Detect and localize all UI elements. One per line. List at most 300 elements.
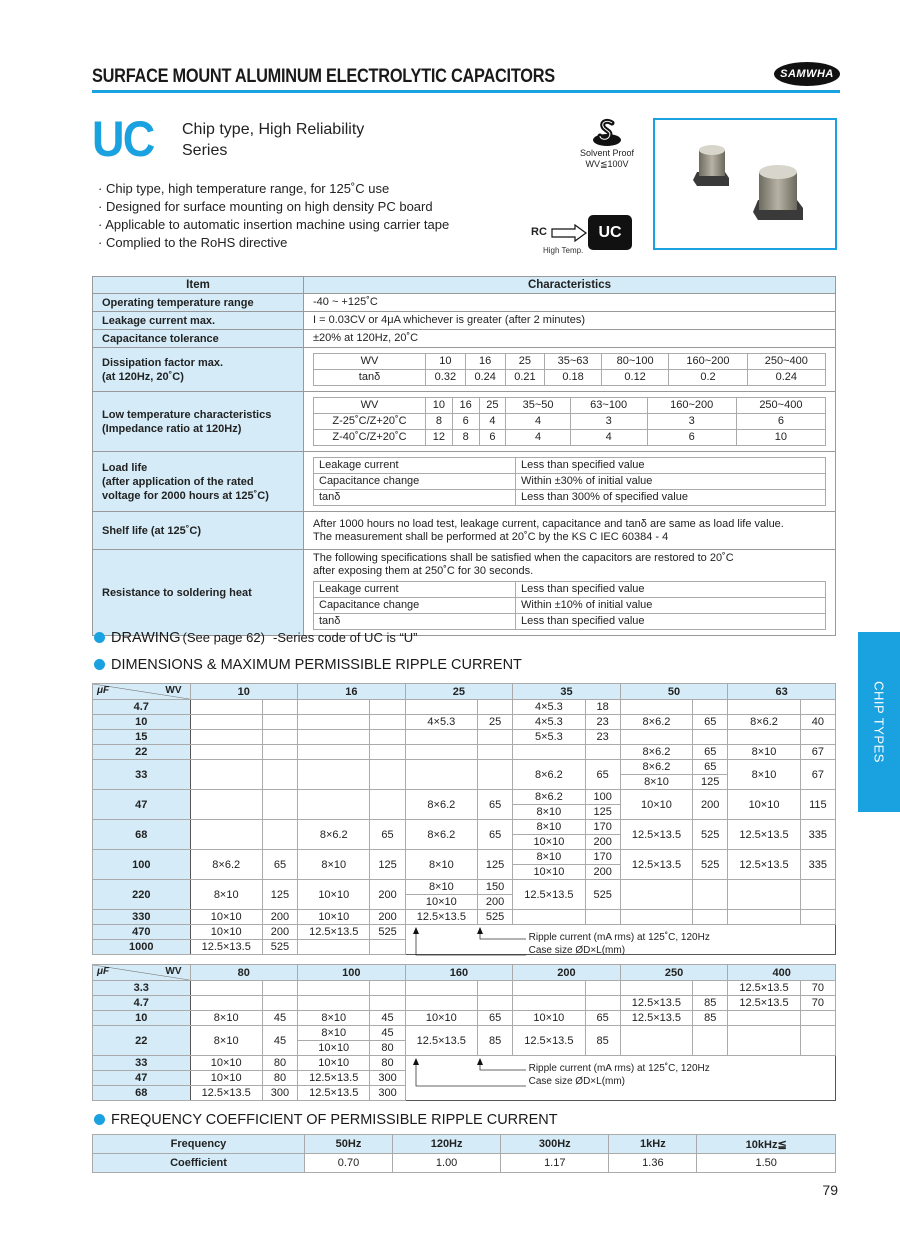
case-size-cell [728,1026,800,1056]
wv-header: 25 [405,684,513,700]
table-row [93,981,836,996]
coefficient-cell: 1.00 [393,1154,501,1173]
low-temp-cell: 4 [506,414,570,430]
wv-header: 80 [190,965,298,981]
low-temp-header-cell: 16 [452,398,479,414]
case-size-cell: 12.5×13.5 [298,1086,370,1101]
capacitance-cell: 10 [93,1011,191,1026]
case-size-cell: 12.5×13.5 [513,1026,585,1056]
table-row [93,850,836,865]
empty-cell [693,910,728,925]
criterion-value: Less than 300% of specified value [516,490,826,506]
case-size-cell: 8×6.2 [620,760,692,775]
case-size-cell: 8×10 [298,1011,370,1026]
empty-cell [370,940,405,955]
dissipation-cell: 0.24 [747,370,825,386]
ripple-current-cell [370,760,405,790]
series-flow [531,215,636,255]
flow-caption: High Temp. [543,246,584,255]
shelf-life-line: The measurement shall be performed at 20˚C by the KS C IEC 60384 - 4 [313,530,669,543]
ripple-current-cell: 80 [370,1056,405,1071]
corner-cell [93,965,191,981]
ripple-current-cell: 70 [800,981,835,996]
wv-header: 100 [298,965,406,981]
dimensions-heading [94,657,522,673]
wv-header: 50 [620,684,728,700]
solvent-proof-label: Solvent Proof [579,148,635,158]
soldering-table [313,581,826,630]
capacitance-cell: 4.7 [93,996,191,1011]
empty-cell [513,981,585,996]
case-size-cell [298,760,370,790]
table-row [93,730,836,745]
ripple-current-cell: 300 [262,1086,297,1101]
ripple-current-cell [262,760,297,790]
series-title-line2: Series [182,142,228,159]
ripple-current-cell: 200 [693,790,728,820]
low-temp-cell: 6 [452,414,479,430]
empty-cell [728,910,800,925]
ripple-current-cell: 125 [693,775,728,790]
ripple-current-cell: 65 [478,790,513,820]
empty-cell [477,981,512,996]
chip-types-tab[interactable] [858,632,900,812]
capacitance-cell: 68 [93,820,191,850]
ripple-current-cell: 200 [370,880,405,910]
case-size-cell: 10×10 [620,790,692,820]
case-size-cell [405,760,477,790]
spec-value [304,348,836,392]
case-size-cell: 10×10 [190,1071,262,1086]
empty-cell [370,700,405,715]
ripple-current-cell [800,880,835,910]
empty-cell [693,700,728,715]
dissipation-cell: 0.24 [465,370,505,386]
case-size-cell: 8×6.2 [620,745,692,760]
case-size-cell: 10×10 [190,1056,262,1071]
empty-cell [620,910,692,925]
wv-header: 16 [298,684,406,700]
case-size-cell: 12.5×13.5 [190,1086,262,1101]
capacitance-cell: 10 [93,715,191,730]
dimensions-table-1 [92,683,836,955]
empty-cell [800,700,835,715]
case-size-cell: 12.5×13.5 [298,1071,370,1086]
coefficient-cell: 1.50 [697,1154,836,1173]
drawing-page-ref[interactable]: (See page 62) [182,630,265,645]
ripple-current-cell [693,880,728,910]
ripple-current-cell: 65 [585,1011,620,1026]
spec-row [93,512,836,550]
capacitance-cell: 22 [93,1026,191,1056]
ripple-current-cell: 80 [262,1071,297,1086]
ripple-current-cell: 45 [370,1026,405,1041]
empty-cell [370,730,405,745]
case-size-cell [190,790,262,820]
frequency-cell: 300Hz [501,1135,609,1154]
frequency-heading [94,1112,558,1128]
ripple-current-cell: 335 [800,850,835,880]
empty-cell [190,996,262,1011]
criterion-value: Less than specified value [516,582,826,598]
page-header [92,62,840,92]
ripple-current-cell: 200 [478,895,513,910]
low-temp-header-cell: 250~400 [736,398,825,414]
empty-cell [262,730,297,745]
empty-cell [585,981,620,996]
capacitance-cell: 15 [93,730,191,745]
header-row [93,965,836,981]
spec-value [304,512,836,550]
ripple-current-cell: 25 [478,715,513,730]
empty-cell [262,700,297,715]
legend-text [529,931,710,957]
ripple-current-cell: 65 [693,745,728,760]
capacitance-cell: 100 [93,850,191,880]
ripple-current-cell: 525 [370,925,405,940]
case-size-cell: 12.5×13.5 [620,996,692,1011]
low-temp-header-cell: 35~50 [506,398,570,414]
drawing-heading [94,630,418,646]
dissipation-cell: 0.2 [669,370,747,386]
spec-value [304,550,836,636]
empty-cell [298,981,370,996]
ripple-current-cell: 170 [585,850,620,865]
spec-label-line: Load life [102,461,148,474]
ripple-current-cell: 525 [478,910,513,925]
ripple-current-cell: 200 [370,910,405,925]
frequency-cell: 10kHz≦ [697,1135,836,1154]
case-size-cell: 8×10 [513,820,585,835]
case-size-cell: 12.5×13.5 [405,910,477,925]
frequency-coefficient-table [92,1134,836,1173]
dissipation-header-cell: 25 [505,354,545,370]
empty-cell [298,700,370,715]
ripple-current-cell: 18 [585,700,620,715]
spec-label [93,392,304,452]
ripple-current-cell [800,1026,835,1056]
low-temp-cell: 4 [506,430,570,446]
empty-cell [585,910,620,925]
case-size-cell: 4×5.3 [513,700,585,715]
table-row [93,925,836,940]
criterion-value: Within ±10% of initial value [516,598,826,614]
case-size-cell: 12.5×13.5 [620,820,692,850]
header-row [93,684,836,700]
feature-item: · Designed for surface mounting on high density PC board [98,198,449,216]
ripple-current-cell: 65 [477,1011,512,1026]
case-size-cell: 10×10 [190,910,262,925]
ripple-current-cell: 170 [585,820,620,835]
dissipation-header-cell: 35~63 [545,354,602,370]
table-row [93,1056,836,1071]
empty-cell [478,730,513,745]
empty-cell [190,981,262,996]
case-size-cell: 5×5.3 [513,730,585,745]
empty-cell [693,730,728,745]
dissipation-cell: 0.32 [426,370,466,386]
case-size-cell: 8×10 [620,775,692,790]
criterion: tanδ [314,614,516,630]
empty-cell [370,981,405,996]
case-size-cell: 10×10 [190,925,262,940]
dissipation-cell: tanδ [314,370,426,386]
empty-cell [405,730,477,745]
empty-cell [405,745,477,760]
row-head-frequency: Frequency [93,1135,305,1154]
solvent-proof-icon [592,118,622,148]
empty-cell [800,1011,835,1026]
low-temp-cell: 4 [570,430,647,446]
empty-cell [513,745,585,760]
spec-row [93,312,836,330]
unit-wv-label: WV [165,966,182,977]
table-row [93,820,836,835]
unit-wv-label: WV [165,685,182,696]
case-size-cell: 12.5×13.5 [298,925,370,940]
empty-cell [370,996,405,1011]
ripple-current-cell: 45 [262,1026,297,1056]
capacitance-cell: 22 [93,745,191,760]
spec-value [304,392,836,452]
capacitance-cell: 4.7 [93,700,191,715]
case-size-cell: 10×10 [298,1056,370,1071]
ripple-current-cell: 65 [478,820,513,850]
empty-cell [370,715,405,730]
side-tab-label: CHIP TYPES [871,681,887,763]
capacitance-cell: 47 [93,1071,191,1086]
empty-cell [513,910,585,925]
spec-row [93,452,836,512]
ripple-current-cell: 85 [585,1026,620,1056]
case-size-cell [620,1026,692,1056]
legend-case: Case size ØD×L(mm) [528,1076,626,1087]
dissipation-header-cell: 16 [465,354,505,370]
empty-cell [585,996,620,1011]
case-size-cell [728,880,800,910]
spec-label-line: Dissipation factor max. [102,356,224,369]
low-temp-cell: 10 [736,430,825,446]
solvent-proof-badge [572,118,642,170]
spec-row [93,550,836,636]
case-size-cell: 10×10 [513,835,585,850]
dissipation-header-cell: WV [314,354,426,370]
low-temp-cell: 12 [426,430,453,446]
drawing-label: DRAWING [111,630,181,646]
case-size-cell: 12.5×13.5 [513,880,585,910]
ripple-current-cell: 125 [585,805,620,820]
ripple-current-cell: 80 [262,1056,297,1071]
dissipation-cell: 0.18 [545,370,602,386]
spec-label: Resistance to soldering heat [93,550,304,636]
spec-row [93,294,836,312]
case-size-cell: 12.5×13.5 [620,1011,692,1026]
ripple-current-cell: 525 [585,880,620,910]
ripple-current-cell: 200 [262,910,297,925]
case-size-cell: 8×10 [190,1026,262,1056]
case-size-cell: 10×10 [728,790,800,820]
case-size-cell: 8×10 [298,850,370,880]
low-temp-table [313,397,826,446]
ripple-current-cell: 300 [370,1086,405,1101]
spec-label: Shelf life (at 125˚C) [93,512,304,550]
capacitance-cell: 220 [93,880,191,910]
ripple-current-cell: 85 [693,996,728,1011]
case-size-cell: 8×6.2 [620,715,692,730]
spec-value: I = 0.03CV or 4μA whichever is greater (after 2 minutes) [304,312,836,330]
criterion: Leakage current [314,582,516,598]
capacitance-cell: 33 [93,760,191,790]
ripple-current-cell: 150 [478,880,513,895]
table-row [93,715,836,730]
empty-cell [728,700,800,715]
low-temp-cell: 6 [479,430,506,446]
low-temp-cell: 8 [426,414,453,430]
criterion: Capacitance change [314,474,516,490]
low-temp-header-cell: 63~100 [570,398,647,414]
dissipation-header-cell: 250~400 [747,354,825,370]
case-size-cell: 8×6.2 [298,820,370,850]
legend-ripple: Ripple current (mA rms) at 125˚C, 120Hz [528,932,710,943]
capacitance-cell: 68 [93,1086,191,1101]
ripple-current-cell: 23 [585,730,620,745]
case-size-cell: 12.5×13.5 [620,850,692,880]
spec-value: ±20% at 120Hz, 20˚C [304,330,836,348]
spec-row [93,330,836,348]
frequency-heading-text: FREQUENCY COEFFICIENT OF PERMISSIBLE RIPPLE CURRENT [111,1112,558,1128]
dissipation-header-cell: 10 [426,354,466,370]
dissipation-cell: 0.12 [601,370,668,386]
product-photo [653,118,837,250]
empty-cell [370,745,405,760]
ripple-current-cell: 67 [800,760,835,790]
wv-header: 35 [513,684,621,700]
spec-label-line: (after application of the rated [102,475,254,488]
capacitance-cell: 3.3 [93,981,191,996]
empty-cell [405,996,477,1011]
case-size-cell [190,820,262,850]
feature-item: · Complied to the RoHS directive [98,234,449,252]
case-size-cell: 8×10 [728,760,800,790]
drawing-note: -Series code of UC is “U” [273,630,418,645]
case-size-cell: 10×10 [405,895,477,910]
legend-ripple: Ripple current (mA rms) at 125˚C, 120Hz [528,1063,710,1074]
ripple-current-cell: 65 [585,760,620,790]
wv-header: 10 [190,684,298,700]
empty-cell [262,745,297,760]
empty-cell [405,700,477,715]
ripple-current-cell [262,790,297,820]
ripple-current-cell: 23 [585,715,620,730]
col-header-characteristics: Characteristics [304,277,836,294]
criterion-value: Less than specified value [516,614,826,630]
coefficient-cell: 1.36 [609,1154,697,1173]
case-size-cell: 8×10 [405,850,477,880]
case-size-cell: 8×10 [298,1026,370,1041]
table-row [93,880,836,895]
table-row [93,996,836,1011]
case-size-cell [298,790,370,820]
dimensions-table-2 [92,964,836,1101]
dissipation-table [313,353,826,386]
criterion: Leakage current [314,458,516,474]
case-size-cell: 10×10 [513,865,585,880]
case-size-cell: 8×10 [405,880,477,895]
capacitance-cell: 47 [93,790,191,820]
spec-value [304,452,836,512]
empty-cell [728,730,800,745]
samwha-logo: SAMWHA [774,62,840,86]
ripple-current-cell: 45 [262,1011,297,1026]
series-title-line1: Chip type, High Reliability [182,121,365,138]
ripple-current-cell: 200 [585,865,620,880]
empty-cell [298,715,370,730]
empty-cell [477,996,512,1011]
dissipation-cell: 0.21 [505,370,545,386]
low-temp-cell: 6 [736,414,825,430]
case-size-cell: 8×6.2 [190,850,262,880]
case-size-cell: 8×6.2 [405,820,477,850]
ripple-current-cell: 200 [262,925,297,940]
corner-cell [93,684,191,700]
case-size-cell: 8×10 [190,1011,262,1026]
case-size-cell: 10×10 [298,880,370,910]
capacitance-cell: 33 [93,1056,191,1071]
low-temp-cell: 4 [479,414,506,430]
ripple-current-cell: 525 [693,820,728,850]
ripple-current-cell: 80 [370,1041,405,1056]
empty-cell [620,730,692,745]
empty-cell [478,700,513,715]
low-temp-cell: 3 [570,414,647,430]
spec-label [93,348,304,392]
low-temp-cell: Z-40˚C/Z+20˚C [314,430,426,446]
spec-label-line: (at 120Hz, 20˚C) [102,370,184,383]
empty-cell [620,981,692,996]
low-temp-header-cell: 160~200 [647,398,736,414]
shelf-life-line: After 1000 hours no load test, leakage current, capacitance and tanδ are same as load life value. [313,517,784,530]
empty-cell [585,745,620,760]
feature-item: · Applicable to automatic insertion machine using carrier tape [98,216,449,234]
low-temp-cell: Z-25˚C/Z+20˚C [314,414,426,430]
table-row [93,760,836,775]
empty-cell [262,996,297,1011]
empty-cell [190,745,262,760]
legend-case: Case size ØD×L(mm) [528,945,626,956]
table-row [93,910,836,925]
capacitance-cell: 1000 [93,940,191,955]
ripple-current-cell: 125 [370,850,405,880]
case-size-cell: 4×5.3 [513,715,585,730]
low-temp-header-cell: 25 [479,398,506,414]
criterion: tanδ [314,490,516,506]
ripple-current-cell: 70 [800,996,835,1011]
table-row [93,1026,836,1041]
low-temp-header-cell: 10 [426,398,453,414]
empty-cell [298,940,370,955]
empty-cell [693,981,728,996]
feature-item: · Chip type, high temperature range, for 125˚C use [98,180,449,198]
unit-uf-label: μF [97,685,110,696]
case-size-cell: 12.5×13.5 [190,940,262,955]
capacitance-cell: 330 [93,910,191,925]
case-size-cell: 8×10 [513,850,585,865]
case-size-cell: 10×10 [298,910,370,925]
ripple-current-cell: 65 [370,820,405,850]
case-size-cell [620,880,692,910]
page-title: SURFACE MOUNT ALUMINUM ELECTROLYTIC CAPACITORS [92,66,555,87]
case-size-cell: 8×6.2 [728,715,800,730]
